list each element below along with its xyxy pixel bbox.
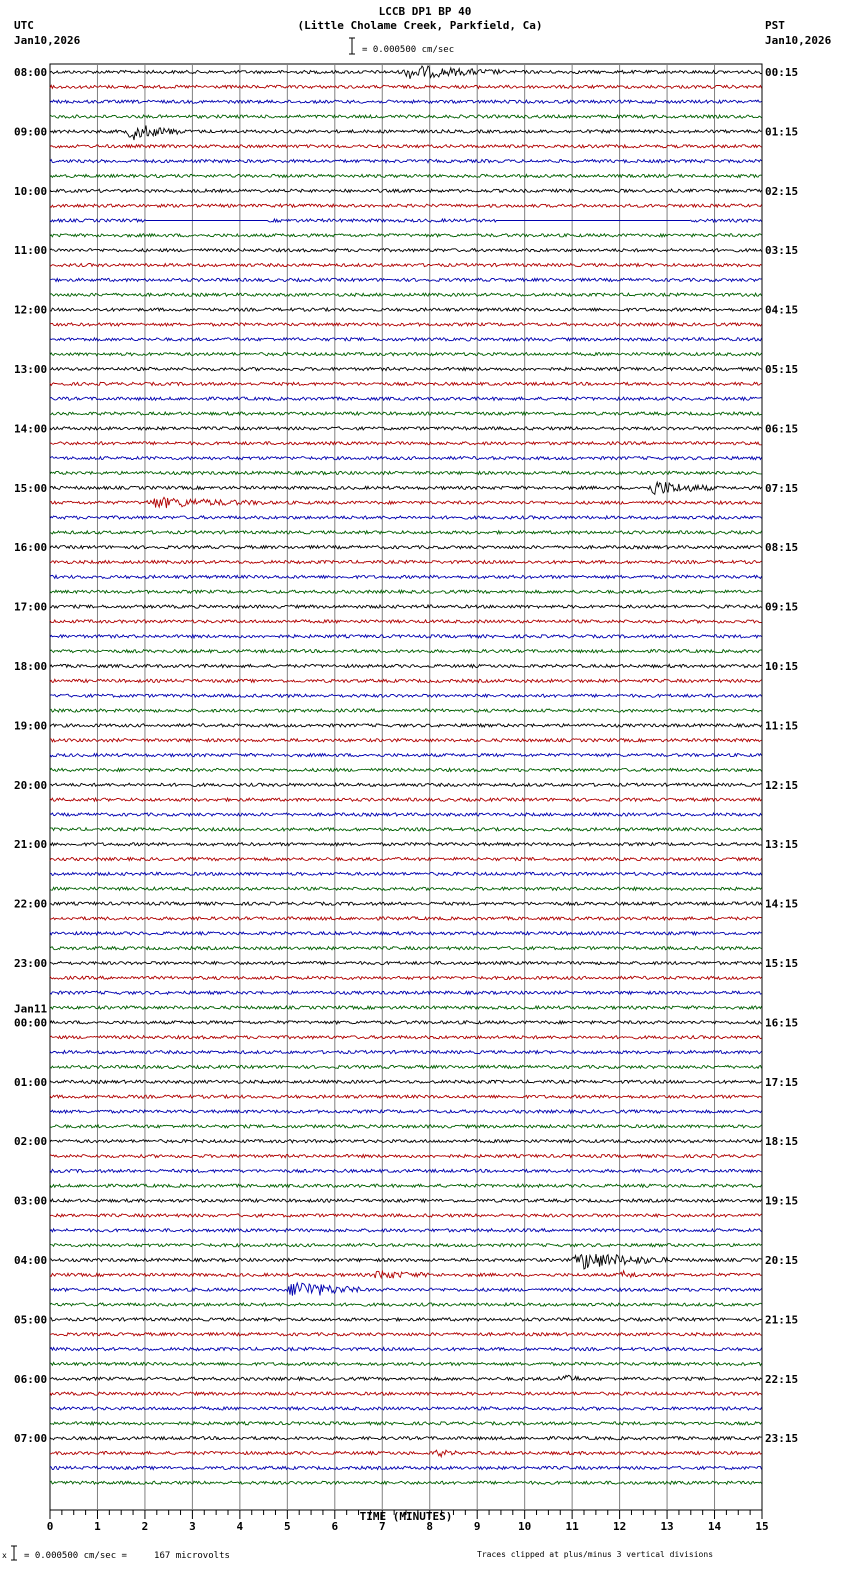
seismic-trace <box>50 1303 762 1306</box>
seismic-trace <box>50 783 762 786</box>
seismic-trace <box>50 278 762 281</box>
x-tick-label: 9 <box>473 1520 481 1533</box>
left-hour-label: 09:00 <box>14 125 48 139</box>
right-hour-label: 14:15 <box>765 897 799 911</box>
seismic-trace <box>50 872 762 875</box>
left-hour-label: 20:00 <box>14 778 48 792</box>
seismic-trace <box>50 115 762 118</box>
seismic-trace <box>50 961 762 964</box>
left-hour-label: 22:00 <box>14 897 48 911</box>
seismic-trace <box>50 1481 762 1484</box>
seismic-trace <box>50 293 762 296</box>
left-hour-label: 23:00 <box>14 957 48 970</box>
seismic-trace <box>50 249 762 252</box>
seismic-trace <box>50 902 762 905</box>
x-tick-label: 13 <box>660 1520 674 1533</box>
seismic-trace <box>50 1199 762 1202</box>
chart-subtitle: (Little Cholame Creek, Parkfield, Ca) <box>297 19 543 32</box>
x-axis-label: TIME (MINUTES) <box>359 1510 453 1523</box>
seismic-trace <box>50 367 762 370</box>
seismic-trace <box>50 427 762 430</box>
left-hour-label: 14:00 <box>14 422 48 436</box>
seismic-trace <box>50 219 762 222</box>
seismic-trace <box>50 976 762 979</box>
left-hour-label: 02:00 <box>14 1135 48 1149</box>
seismic-trace <box>50 828 762 831</box>
seismic-trace <box>50 887 762 890</box>
left-hour-label: 01:00 <box>14 1075 48 1089</box>
left-hour-label: 08:00 <box>14 66 48 79</box>
left-hour-label: 11:00 <box>14 244 48 258</box>
left-hour-label: 05:00 <box>14 1313 48 1327</box>
footer-scale-note: = 0.000500 cm/sec = 167 microvolts <box>24 1551 230 1561</box>
seismic-trace <box>50 679 762 682</box>
seismic-trace <box>50 204 762 207</box>
seismic-trace <box>50 1229 762 1232</box>
seismic-trace <box>50 1333 762 1336</box>
seismic-trace <box>50 620 762 623</box>
right-hour-label: 04:15 <box>765 303 799 317</box>
left-hour-label: 16:00 <box>14 541 48 555</box>
seismic-trace <box>50 1271 762 1279</box>
chart-title: LCCB DP1 BP 40 <box>378 5 472 18</box>
left-hour-label: 21:00 <box>14 838 48 852</box>
x-tick-label: 1 <box>94 1520 101 1533</box>
x-tick-label: 5 <box>284 1520 291 1533</box>
right-hour-label: 05:15 <box>765 363 799 376</box>
right-hour-label: 17:15 <box>765 1075 799 1089</box>
seismic-trace <box>50 1318 762 1321</box>
seismic-trace <box>50 650 762 653</box>
seismic-trace <box>50 264 762 267</box>
right-hour-label: 23:15 <box>765 1432 799 1446</box>
seismic-trace <box>50 66 762 79</box>
left-hour-label: 15:00 <box>14 481 48 495</box>
seismic-trace <box>50 234 762 237</box>
seismic-trace <box>50 308 762 311</box>
seismic-trace <box>50 174 762 177</box>
seismic-trace <box>50 1466 762 1469</box>
date-change-label: Jan11 <box>14 1002 48 1016</box>
left-hour-label: 17:00 <box>14 600 48 614</box>
x-tick-label: 0 <box>46 1520 54 1533</box>
seismic-trace <box>50 189 762 192</box>
seismic-trace <box>50 709 762 712</box>
x-tick-label: 7 <box>378 1520 386 1533</box>
right-hour-label: 01:15 <box>765 125 799 139</box>
right-hour-label: 06:15 <box>765 422 799 436</box>
right-hour-label: 00:15 <box>765 66 799 79</box>
left-time-zone: UTC <box>14 19 34 32</box>
seismic-trace <box>50 100 762 103</box>
seismic-trace <box>50 694 762 697</box>
seismic-trace <box>50 561 762 564</box>
scale-label: = 0.000500 cm/sec <box>362 45 455 55</box>
seismic-trace <box>50 160 762 163</box>
seismic-trace <box>50 145 762 148</box>
right-hour-label: 19:15 <box>765 1194 799 1208</box>
x-tick-label: 10 <box>518 1520 532 1533</box>
seismic-trace <box>50 1036 762 1039</box>
seismic-trace <box>50 353 762 356</box>
seismic-trace <box>50 605 762 608</box>
seismic-trace <box>50 1362 762 1365</box>
seismic-trace <box>50 768 762 771</box>
right-hour-label: 11:15 <box>765 719 799 733</box>
seismic-trace <box>50 1095 762 1098</box>
right-hour-label: 07:15 <box>765 481 799 495</box>
footer-clip-note: Traces clipped at plus/minus 3 vertical divisions <box>477 1550 714 1559</box>
footer-scale-bar-icon <box>11 1546 17 1560</box>
seismic-trace <box>50 471 762 474</box>
seismic-trace <box>50 1283 762 1296</box>
seismic-trace <box>50 531 762 534</box>
seismic-trace <box>50 1184 762 1187</box>
seismic-trace <box>50 323 762 326</box>
seismic-trace <box>50 1348 762 1351</box>
right-hour-label: 10:15 <box>765 660 799 673</box>
seismic-trace <box>50 1375 762 1380</box>
seismic-trace <box>50 858 762 861</box>
seismic-trace <box>50 497 762 508</box>
seismic-trace <box>50 1110 762 1113</box>
right-hour-label: 21:15 <box>765 1313 799 1327</box>
left-hour-label: 10:00 <box>14 184 48 198</box>
x-tick-label: 11 <box>565 1520 579 1533</box>
seismic-trace <box>50 575 762 578</box>
seismic-trace <box>50 724 762 727</box>
seismic-trace <box>50 813 762 816</box>
left-hour-label: 04:00 <box>14 1254 48 1267</box>
left-hour-label: 07:00 <box>14 1432 48 1446</box>
seismic-trace <box>50 85 762 88</box>
seismic-trace <box>50 1407 762 1410</box>
left-hour-label: 19:00 <box>14 719 48 733</box>
seismic-trace <box>50 482 762 494</box>
seismic-trace <box>50 635 762 638</box>
x-tick-label: 4 <box>236 1520 244 1533</box>
seismic-trace <box>50 590 762 593</box>
seismic-trace <box>50 516 762 519</box>
seismic-trace <box>50 1021 762 1024</box>
seismic-trace <box>50 546 762 549</box>
seismic-trace <box>50 442 762 445</box>
right-hour-label: 08:15 <box>765 541 799 555</box>
seismic-trace <box>50 947 762 950</box>
seismic-trace <box>50 1392 762 1395</box>
left-hour-label: 12:00 <box>14 303 48 317</box>
right-hour-label: 16:15 <box>765 1016 799 1030</box>
seismic-trace <box>50 1422 762 1425</box>
seismic-trace <box>50 1125 762 1128</box>
seismic-trace <box>50 1437 762 1440</box>
x-tick-label: 15 <box>755 1520 769 1533</box>
seismic-trace <box>50 126 762 141</box>
seismic-trace <box>50 1450 762 1457</box>
seismic-trace <box>50 1065 762 1068</box>
right-hour-label: 13:15 <box>765 838 799 852</box>
seismic-trace <box>50 754 762 757</box>
right-date: Jan10,2026 <box>765 34 832 47</box>
x-tick-label: 3 <box>189 1520 196 1533</box>
x-tick-label: 8 <box>426 1520 434 1533</box>
seismic-trace <box>50 338 762 341</box>
seismic-trace <box>50 664 762 667</box>
right-hour-label: 22:15 <box>765 1372 799 1386</box>
right-hour-label: 03:15 <box>765 244 799 258</box>
left-hour-label: 03:00 <box>14 1194 48 1208</box>
x-tick-label: 14 <box>707 1520 722 1533</box>
seismic-trace <box>50 1006 762 1009</box>
seismic-trace <box>50 457 762 460</box>
seismic-trace <box>50 1140 762 1143</box>
right-hour-label: 15:15 <box>765 957 799 970</box>
right-time-zone: PST <box>765 19 785 32</box>
seismic-trace <box>50 382 762 385</box>
scale-bar-icon <box>349 38 355 54</box>
left-hour-label: 00:00 <box>14 1016 48 1030</box>
seismic-trace <box>50 932 762 935</box>
seismic-trace <box>50 1155 762 1158</box>
right-hour-label: 12:15 <box>765 778 799 792</box>
right-hour-label: 18:15 <box>765 1135 799 1149</box>
seismic-trace <box>50 798 762 801</box>
seismic-trace <box>50 1080 762 1083</box>
seismic-trace <box>50 1214 762 1217</box>
right-hour-label: 02:15 <box>765 184 799 198</box>
left-date: Jan10,2026 <box>14 34 81 47</box>
seismic-trace <box>50 397 762 400</box>
seismic-trace <box>50 412 762 415</box>
left-hour-label: 13:00 <box>14 363 48 376</box>
x-tick-label: 12 <box>612 1520 627 1533</box>
x-tick-label: 2 <box>141 1520 149 1533</box>
seismic-trace <box>50 843 762 846</box>
right-hour-label: 20:15 <box>765 1254 799 1267</box>
right-hour-label: 09:15 <box>765 600 799 614</box>
seismic-trace <box>50 1244 762 1247</box>
seismic-trace <box>50 991 762 994</box>
seismic-trace <box>50 917 762 920</box>
left-hour-label: 18:00 <box>14 660 48 673</box>
seismic-trace <box>50 1051 762 1054</box>
left-hour-label: 06:00 <box>14 1372 48 1386</box>
footer-scale-mark: x <box>2 1551 7 1560</box>
seismic-trace <box>50 739 762 742</box>
seismic-trace <box>50 1169 762 1172</box>
x-tick-label: 6 <box>331 1520 339 1533</box>
seismic-trace <box>50 1254 762 1269</box>
